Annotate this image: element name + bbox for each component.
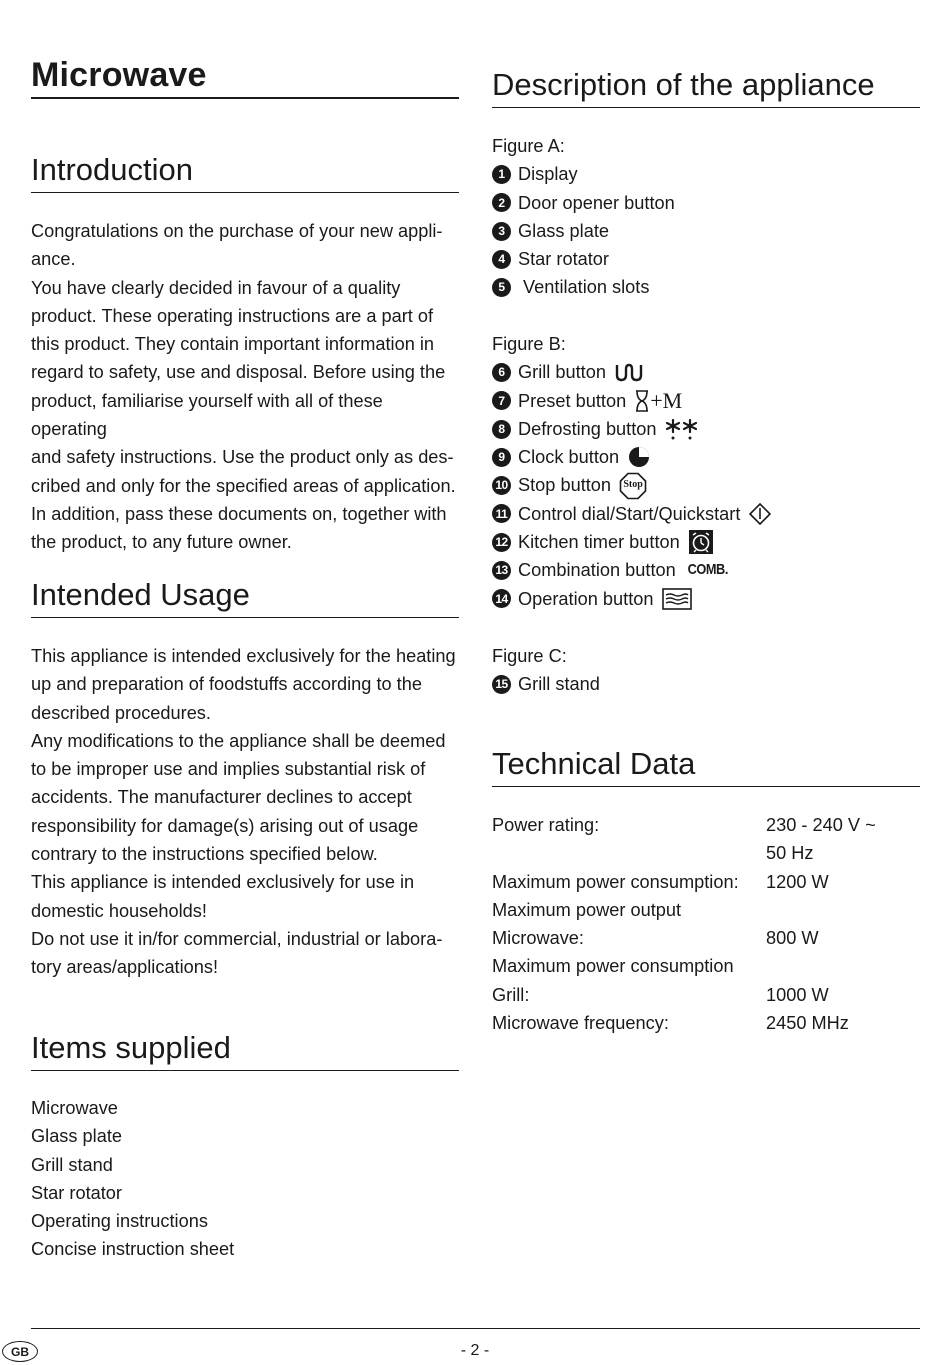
kitchen-timer-icon [688,529,714,555]
number-badge: 9 [492,448,511,467]
usage-line: This appliance is intended exclusively for the heating [31,646,456,666]
operation-icon [662,588,692,610]
usage-line: described procedures. [31,702,211,723]
number-badge: 8 [492,420,511,439]
list-item [492,415,920,443]
figure-b-list [492,330,920,613]
footer-divider [31,1328,920,1329]
usage-line: up and preparation of foodstuffs according to the [31,674,422,695]
row-value: 2450 MHz [766,1013,849,1034]
technical-data-table [492,811,920,1037]
list-item [492,217,920,245]
intro-line: cribed and only for the specified areas of application. [31,475,456,496]
list-item: Star rotator [31,1182,122,1203]
table-row [492,981,920,1009]
number-badge: 11 [492,504,511,523]
items-supplied-heading: Items supplied [31,1029,459,1071]
list-item [492,245,920,273]
item-label: Star rotator [518,249,609,270]
combination-icon: COMB. [687,561,728,579]
row-value: 800 W [766,928,819,949]
clock-icon [627,445,651,469]
row-label: Microwave: [492,928,584,949]
row-value: 230 - 240 V ~ [766,815,876,835]
list-item [492,443,920,471]
number-badge: 2 [492,193,511,212]
row-label: Maximum power consumption [492,956,734,977]
intro-line: regard to safety, use and disposal. Before using the [31,362,446,383]
intro-line: product, familiarise yourself with all of these operating [31,390,383,440]
stop-icon: Stop [619,472,647,500]
intro-line: the product, to any future owner. [31,532,292,553]
list-item [492,500,920,528]
intro-line: this product. They contain important information in [31,334,435,355]
table-row [492,924,920,952]
table-row [492,811,920,839]
list-item [492,387,920,415]
row-label [492,839,766,867]
row-label: Microwave frequency: [492,1013,669,1034]
item-label: Defrosting button [518,418,657,439]
list-item [492,556,920,584]
usage-line: tory areas/applications! [31,957,219,978]
row-label: Grill: [492,984,530,1005]
item-label: Grill stand [518,674,600,695]
item-label: Kitchen timer button [518,532,680,553]
list-item [492,160,920,188]
table-row [492,839,920,867]
intro-line: and safety instructions. Use the product only as des- [31,447,454,468]
item-label: Clock button [518,447,620,468]
number-badge: 6 [492,363,511,382]
intended-usage-heading: Intended Usage [31,576,459,618]
number-badge: 4 [492,250,511,269]
intro-line: In addition, pass these documents on, together with [31,503,447,524]
start-icon [748,502,772,526]
figure-c-list [492,642,920,699]
row-label: Maximum power output [492,899,682,920]
table-row [492,896,920,924]
usage-line: accidents. The manufacturer declines to accept [31,787,412,808]
number-badge: 3 [492,222,511,241]
row-label: Maximum power consumption: [492,871,739,892]
usage-line: domestic households! [31,900,207,921]
list-item: Concise instruction sheet [31,1239,235,1260]
figure-a-label: Figure A: [492,136,565,156]
list-item [492,528,920,556]
item-label: Display [518,164,578,185]
item-label: Door opener button [518,192,675,213]
figure-a-list [492,132,920,302]
usage-line: responsibility for damage(s) arising out of usage [31,815,419,836]
number-badge: 13 [492,561,511,580]
grill-icon [614,361,644,383]
items-supplied-list [31,1094,459,1264]
number-badge: 12 [492,533,511,552]
page-title: Microwave [31,55,459,99]
preset-icon: +M [634,389,682,413]
list-item: Glass plate [31,1126,122,1147]
technical-data-heading: Technical Data [492,745,920,787]
table-row [492,1009,920,1037]
table-row [492,868,920,896]
number-badge: 15 [492,675,511,694]
list-item [492,471,920,499]
page-number: - 2 - [460,1342,490,1359]
language-badge: GB [2,1341,38,1362]
intro-line: Congratulations on the purchase of your new appli- [31,221,443,241]
number-badge: 1 [492,165,511,184]
intended-usage-text [31,642,459,982]
item-label: Combination button [518,560,676,581]
item-label: Glass plate [518,220,609,241]
list-item [492,273,920,301]
item-label: Operation button [518,588,654,609]
figure-c-label: Figure C: [492,646,567,666]
number-badge: 5 [492,278,511,297]
list-item [492,189,920,217]
usage-line: This appliance is intended exclusively for use in [31,872,415,893]
item-label: Ventilation slots [518,277,650,298]
number-badge: 14 [492,589,511,608]
row-value: 1000 W [766,984,829,1005]
number-badge: 7 [492,391,511,410]
intro-line: You have clearly decided in favour of a quality [31,277,401,298]
row-label: Power rating: [492,815,600,835]
list-item [492,585,920,613]
row-value: 50 Hz [766,843,814,864]
list-item: Operating instructions [31,1211,208,1232]
description-heading: Description of the appliance [492,66,920,108]
item-label: Grill button [518,362,606,383]
intro-line: ance. [31,249,76,270]
defrost-icon [665,417,699,441]
row-value: 1200 W [766,871,829,892]
list-item: Microwave [31,1098,118,1118]
list-item [492,670,920,698]
item-label: Stop button [518,475,612,496]
list-item: Grill stand [31,1154,113,1175]
item-label: Preset button [518,390,627,411]
figure-b-label: Figure B: [492,334,566,354]
usage-line: Do not use it in/for commercial, industrial or labora- [31,928,443,949]
item-label: Control dial/Start/Quickstart [518,503,741,524]
intro-line: product. These operating instructions are a part of [31,305,434,326]
introduction-heading: Introduction [31,151,459,193]
usage-line: contrary to the instructions specified below. [31,844,378,865]
usage-line: Any modifications to the appliance shall be deemed [31,730,446,751]
list-item [492,358,920,386]
number-badge: 10 [492,476,511,495]
usage-line: to be improper use and implies substantial risk of [31,759,426,780]
table-row [492,952,920,980]
introduction-text [31,217,459,557]
